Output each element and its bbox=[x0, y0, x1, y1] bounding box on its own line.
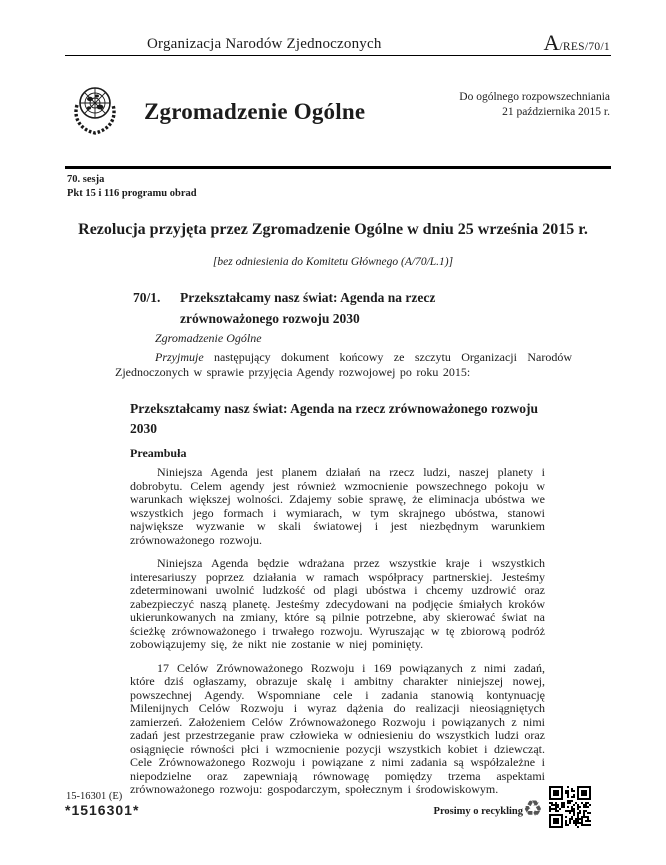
preamble-paragraph: 17 Celów Zrównoważonego Rozwoju i 169 powiązanych z nimi zadań, które dziś ogłaszamy, obrazuje skalę i ambitny charakter niniejszej nowej, powszechnej Agendy. Wspomniane cele i zadania stanowią kontynuację Milenijnych Celów Rozwoju i wyraz dążenia do realizacji nieosiągniętych zamierzeń. Założeniem Celów Zrównoważonego Rozwoju i powiązanych z nimi zadań jest przestrzeganie praw człowieka w odniesieniu do wszystkich ludzi oraz osiągnięcie równości płci i wzmocnienie pozycji wszystkich kobiet i dziewcząt. Cele Zrównoważonego Rozwoju i powiązane z nimi zadania są współzależne i niepodzielne oraz zapewniają równowagę pomiędzy trzema aspektami zrównoważonego rozwoju: gospodarczym, społecznym i środowiskowym. bbox=[130, 660, 545, 796]
distribution-date: 21 października 2015 r. bbox=[502, 106, 610, 118]
agenda-items: Pkt 15 i 116 programu obrad bbox=[67, 187, 197, 199]
preamble-body bbox=[130, 466, 545, 807]
session-block bbox=[67, 173, 197, 200]
job-number: 15-16301 (E) bbox=[66, 791, 123, 802]
resolution-title: Rezolucja przyjęta przez Zgromadzenie Ogólne w dniu 25 września 2015 r. bbox=[78, 221, 588, 238]
distribution-block bbox=[459, 90, 610, 120]
resolution-actor: Zgromadzenie Ogólne bbox=[155, 331, 262, 345]
document-symbol-letter: A bbox=[543, 30, 560, 55]
committee-reference-note: [bez odniesienia do Komitetu Głównego (A/70/L.1)] bbox=[212, 256, 454, 268]
preamble-heading: Preambuła bbox=[130, 446, 187, 460]
distribution-line: Do ogólnego rozpowszechniania bbox=[459, 91, 610, 103]
document-symbol-number: /RES/70/1 bbox=[559, 41, 610, 53]
resolution-heading-line1: Przekształcamy nasz świat: Agenda na rzecz bbox=[180, 290, 436, 305]
document-symbol bbox=[543, 30, 610, 56]
session-number: 70. sesja bbox=[67, 174, 105, 185]
preamble-paragraph: Niniejsza Agenda jest planem działań na rzecz ludzi, naszej planety i dobrobytu. Celem agendy jest również wzmocnienie powszechnego pokoju w warunkach większej wolności. Zdajemy sobie sprawę, że eliminacja ubóstwa we wszystkich jego formach i wymiarach, w tym skrajnego ubóstwa, stanowi największe wyzwanie w skali światowej i jest niezbędnym warunkiem zrównoważonego rozwoju. bbox=[130, 465, 545, 547]
resolution-heading-line2: zrównoważonego rozwoju 2030 bbox=[180, 311, 360, 326]
header-rule bbox=[65, 55, 611, 56]
organization-name: Organizacja Narodów Zjednoczonych bbox=[147, 36, 382, 52]
assembly-title: Zgromadzenie Ogólne bbox=[144, 99, 366, 124]
adoption-paragraph bbox=[115, 350, 572, 379]
barcode-text: *1516301* bbox=[65, 802, 140, 818]
recycle-note: Prosimy o recykling bbox=[433, 806, 523, 817]
resolution-heading bbox=[133, 287, 435, 329]
recycle-icon: ♻ bbox=[523, 797, 543, 822]
annex-title: Przekształcamy nasz świat: Agenda na rzecz zrównoważonego rozwoju 2030 bbox=[130, 401, 539, 436]
preamble-paragraph: Niniejsza Agenda będzie wdrażana przez wszystkie kraje i wszystkich interesariuszy poprzez działania w ramach współpracy partnerskiej. Jesteśmy zdeterminowani uwolnić ludzkość od plagi ubóstwa i chcemy uzdrowić oraz zabezpieczyć naszą planetę. Jesteśmy zdecydowani na podjęcie śmiałych kroków ukierunkowanych na zmiany, które są pilnie potrzebne, aby skierować świat na ścieżkę zrównoważonego i trwałego rozwoju. Wyruszając w tę zbiorową podróż zobowiązujemy się, że nikt nie zostanie w niej pominięty. bbox=[130, 556, 545, 651]
un-emblem-icon bbox=[70, 82, 120, 141]
qr-code-icon bbox=[549, 786, 591, 828]
resolution-heading-text bbox=[180, 287, 435, 329]
resolution-number: 70/1. bbox=[133, 290, 161, 305]
adoption-lead-word: Przyjmuje bbox=[155, 350, 204, 364]
session-rule bbox=[65, 166, 611, 169]
adoption-text: następujący dokument końcowy ze szczytu Organizacji Narodów Zjednoczonych w sprawie przyjęcia Agendy rozwojowej po roku 2015: bbox=[115, 350, 572, 379]
